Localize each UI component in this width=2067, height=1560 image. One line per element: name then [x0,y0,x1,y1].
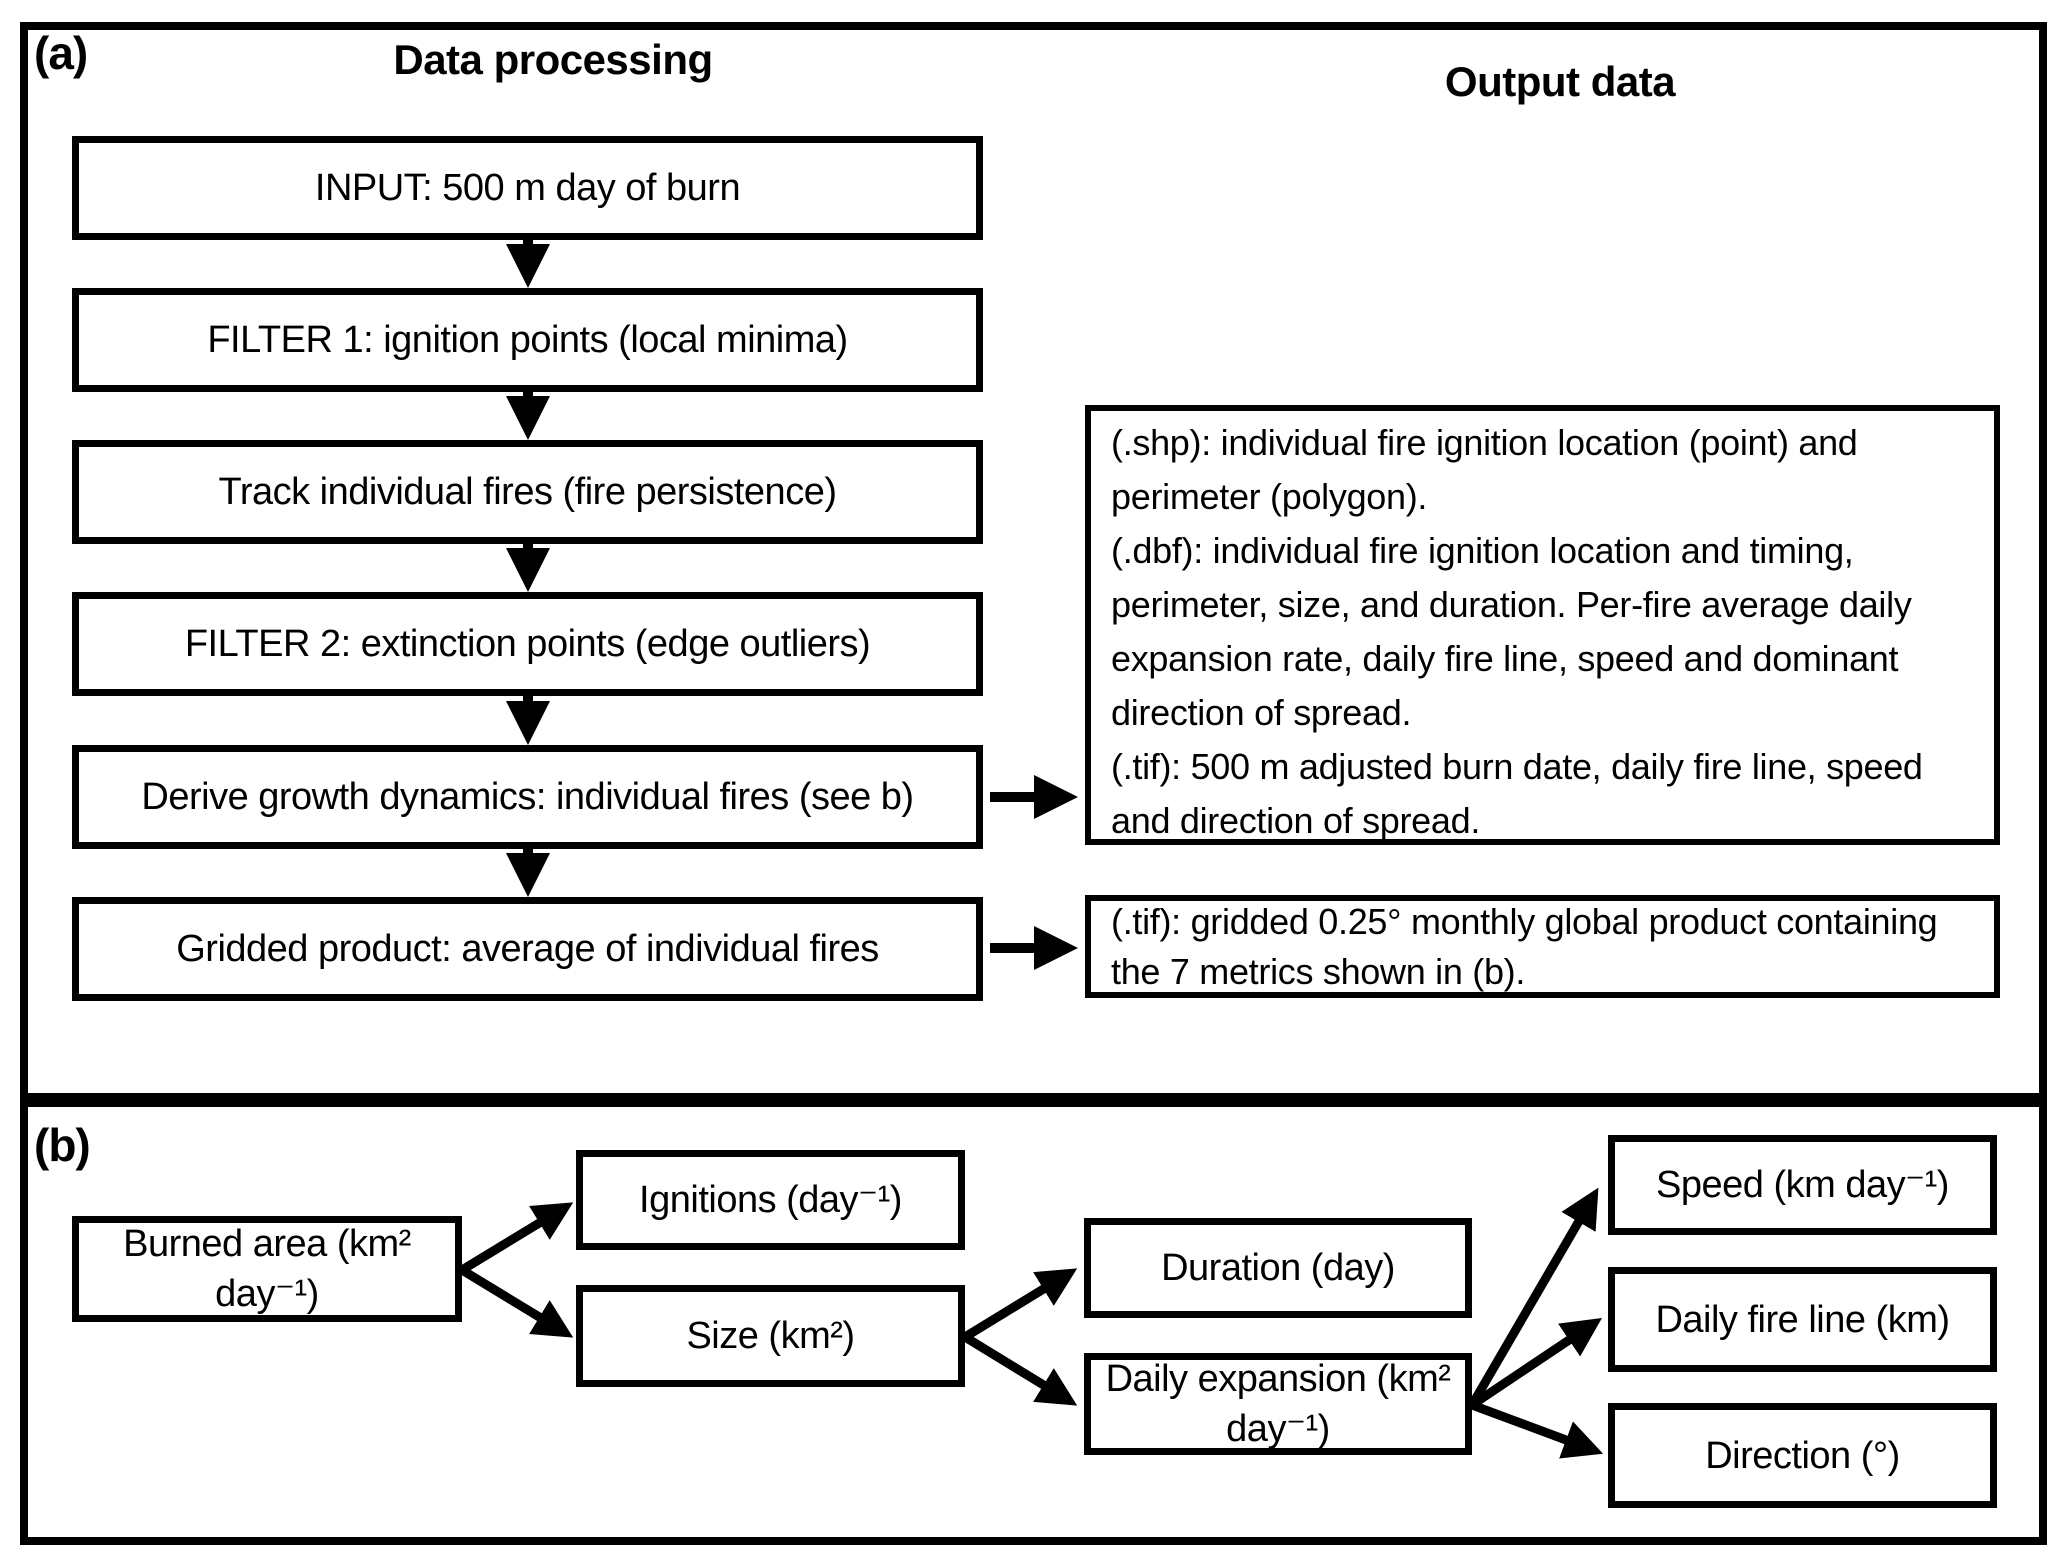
output-entry-shp: (.shp): individual fire ignition location (point) and perimeter (polygon). [1111,422,1858,517]
flow-box-filter2: FILTER 2: extinction points (edge outliers) [72,592,983,696]
output-data-title: Output data [1444,58,1676,105]
metric-box-daily-expansion: Daily expansion (km² day⁻¹) [1084,1353,1472,1455]
output-entry-tif: (.tif): 500 m adjusted burn date, daily fire line, speed and direction of spread. [1111,746,1923,841]
panel-a-label: (a) [34,27,88,79]
metric-box-duration: Duration (day) [1084,1218,1472,1318]
data-processing-title: Data processing [393,36,713,83]
output-entry-dbf: (.dbf): individual fire ignition location and timing, perimeter, size, and duration. Per-fire average daily expansion rate, daily fire line, speed and dominant direction of spread. [1111,530,1912,733]
flow-box-gridded-product: Gridded product: average of individual fires [72,897,983,1001]
output-box-gridded [1085,895,2000,998]
metric-box-speed: Speed (km day⁻¹) [1608,1135,1997,1235]
metric-box-daily-fire-line: Daily fire line (km) [1608,1267,1997,1372]
metric-box-burned-area: Burned area (km² day⁻¹) [72,1216,462,1322]
flow-box-input: INPUT: 500 m day of burn [72,136,983,240]
panel-divider [20,1093,2047,1107]
flow-box-filter1: FILTER 1: ignition points (local minima) [72,288,983,392]
metric-box-size: Size (km²) [576,1285,965,1387]
output-entry-gridded-tif: (.tif): gridded 0.25° monthly global product containing the 7 metrics shown in (b). [1111,900,1938,992]
output-box-fire-level [1085,405,2000,845]
metric-box-direction: Direction (°) [1608,1403,1997,1508]
flow-box-track-fires: Track individual fires (fire persistence) [72,440,983,544]
metric-box-ignitions: Ignitions (day⁻¹) [576,1150,965,1250]
panel-b-label: (b) [34,1119,90,1171]
flow-box-derive-growth: Derive growth dynamics: individual fires (see b) [72,745,983,849]
